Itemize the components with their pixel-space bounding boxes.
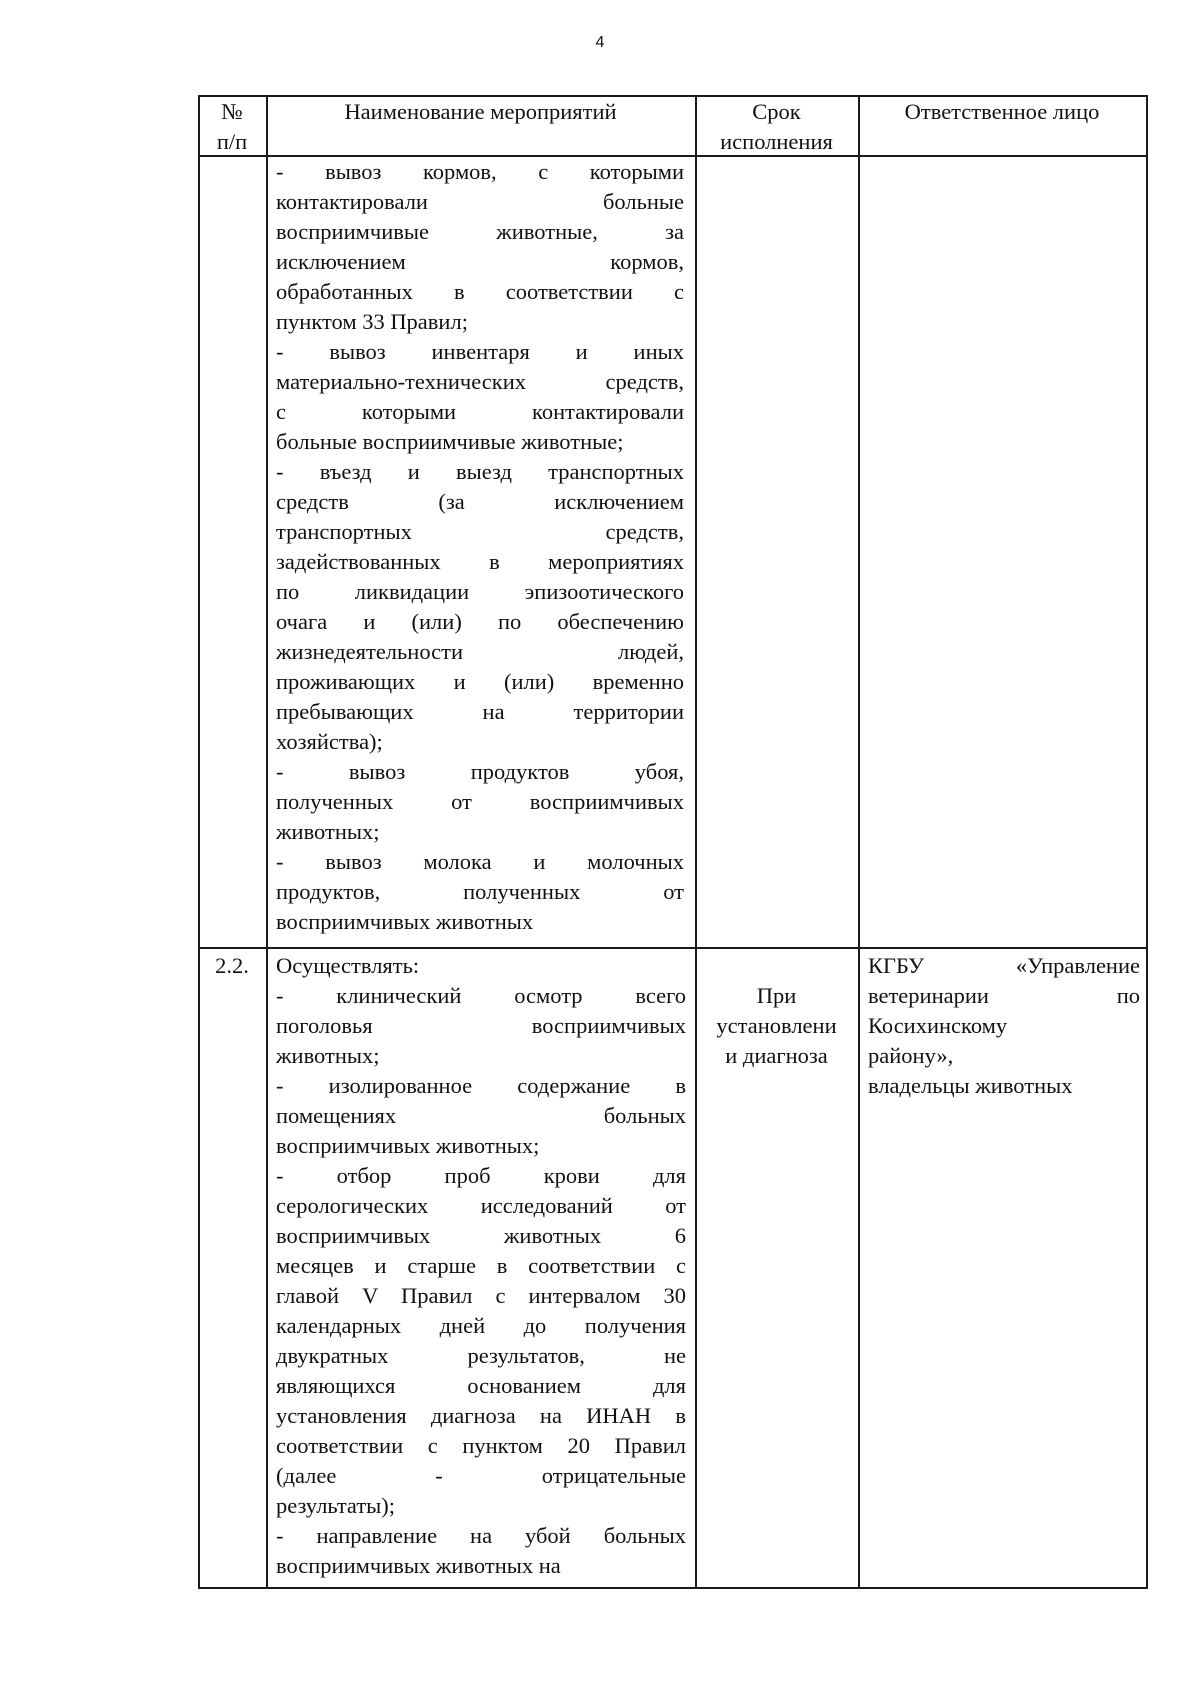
- deadline-line: и диагноза: [725, 1043, 828, 1068]
- activity-line: контактировали больные: [276, 189, 684, 214]
- activity-line: - направление на убой больных: [276, 1523, 686, 1548]
- column-divider-2: [695, 95, 697, 1588]
- table-right-border: [1146, 95, 1148, 1588]
- activity-line: хозяйства);: [276, 729, 383, 754]
- activity-line: с которыми контактировали: [276, 399, 684, 424]
- activity-line: соответствии с пунктом 20 Правил: [276, 1433, 686, 1458]
- header-responsible-label: Ответственное лицо: [904, 99, 1100, 124]
- activity-line: продуктов, полученных от: [276, 879, 684, 904]
- activity-line: календарных дней до получения: [276, 1313, 686, 1338]
- responsible-line: ветеринарии по: [868, 983, 1140, 1008]
- activity-line: обработанных в соответствии с: [276, 279, 684, 304]
- activity-line: больные восприимчивые животные;: [276, 429, 624, 454]
- activity-line: проживающих и (или) временно: [276, 669, 684, 694]
- activity-line: - вывоз молока и молочных: [276, 849, 684, 874]
- activity-line: главой V Правил с интервалом 30: [276, 1283, 686, 1308]
- activity-line: восприимчивых животных 6: [276, 1223, 686, 1248]
- activity-line: полученных от восприимчивых: [276, 789, 684, 814]
- header-deadline: [695, 97, 858, 157]
- activity-line: очага и (или) по обеспечению: [276, 609, 684, 634]
- column-divider-1: [266, 95, 268, 1588]
- activity-line: пунктом 33 Правил;: [276, 309, 468, 334]
- deadline-line: При: [756, 983, 797, 1008]
- header-number-line-2: п/п: [216, 129, 248, 154]
- activity-line: транспортных средств,: [276, 519, 684, 544]
- table-bottom-border: [198, 1587, 1148, 1589]
- activity-line: жизнедеятельности людей,: [276, 639, 684, 664]
- activity-line: установления диагноза на ИНАН в: [276, 1403, 686, 1428]
- header-number: [198, 97, 266, 157]
- responsible-line: району»,: [868, 1043, 954, 1068]
- activity-line: пребывающих на территории: [276, 699, 684, 724]
- row-2-deadline: [695, 981, 858, 1071]
- activity-line: материально-технических средств,: [276, 369, 684, 394]
- row-2-activity: [276, 951, 686, 1581]
- activity-line: поголовья восприимчивых: [276, 1013, 686, 1038]
- activity-line: помещениях больных: [276, 1103, 686, 1128]
- row-2-responsible: [868, 951, 1140, 1101]
- activity-line: средств (за исключением: [276, 489, 684, 514]
- table-left-border: [198, 95, 200, 1588]
- responsible-line: КГБУ «Управление: [868, 953, 1140, 978]
- activity-line: двукратных результатов, не: [276, 1343, 686, 1368]
- row-2-number: 2.2.: [215, 953, 249, 978]
- activity-line: животных;: [276, 1043, 380, 1068]
- header-number-line-1: №: [221, 99, 243, 124]
- activity-line: восприимчивых животных на: [276, 1553, 561, 1578]
- deadline-line: установлени: [716, 1013, 837, 1038]
- page-number: 4: [595, 34, 605, 51]
- activity-line: исключением кормов,: [276, 249, 684, 274]
- activity-line: результаты);: [276, 1493, 396, 1518]
- row-divider: [198, 947, 1148, 949]
- header-activity: [266, 97, 695, 127]
- activity-line: (далее - отрицательные: [276, 1463, 686, 1488]
- activity-line: месяцев и старше в соответствии с: [276, 1253, 686, 1278]
- activity-line: - въезд и выезд транспортных: [276, 459, 684, 484]
- activity-line: - клинический осмотр всего: [276, 983, 686, 1008]
- activity-line: - изолированное содержание в: [276, 1073, 686, 1098]
- header-deadline-line-1: Срок: [752, 99, 801, 124]
- activity-line: Осуществлять:: [276, 953, 420, 978]
- activity-line: восприимчивые животные, за: [276, 219, 684, 244]
- header-responsible: [858, 97, 1146, 127]
- activity-line: задействованных в мероприятиях: [276, 549, 684, 574]
- activity-line: - вывоз кормов, с которыми: [276, 159, 684, 184]
- activity-line: восприимчивых животных;: [276, 1133, 540, 1158]
- activity-line: - вывоз инвентаря и иных: [276, 339, 684, 364]
- activity-line: - отбор проб крови для: [276, 1163, 686, 1188]
- activities-table: [198, 95, 1148, 1588]
- responsible-line: Косихинскому: [868, 1013, 1008, 1038]
- header-activity-label: Наименование мероприятий: [344, 99, 617, 124]
- activity-line: являющихся основанием для: [276, 1373, 686, 1398]
- responsible-line: владельцы животных: [868, 1073, 1073, 1098]
- activity-line: животных;: [276, 819, 380, 844]
- activity-line: серологических исследований от: [276, 1193, 686, 1218]
- column-divider-3: [858, 95, 860, 1588]
- activity-line: восприимчивых животных: [276, 909, 534, 934]
- activity-line: по ликвидации эпизоотического: [276, 579, 684, 604]
- activity-line: - вывоз продуктов убоя,: [276, 759, 684, 784]
- row-1-activity: [276, 157, 684, 937]
- header-deadline-line-2: исполнения: [720, 129, 833, 154]
